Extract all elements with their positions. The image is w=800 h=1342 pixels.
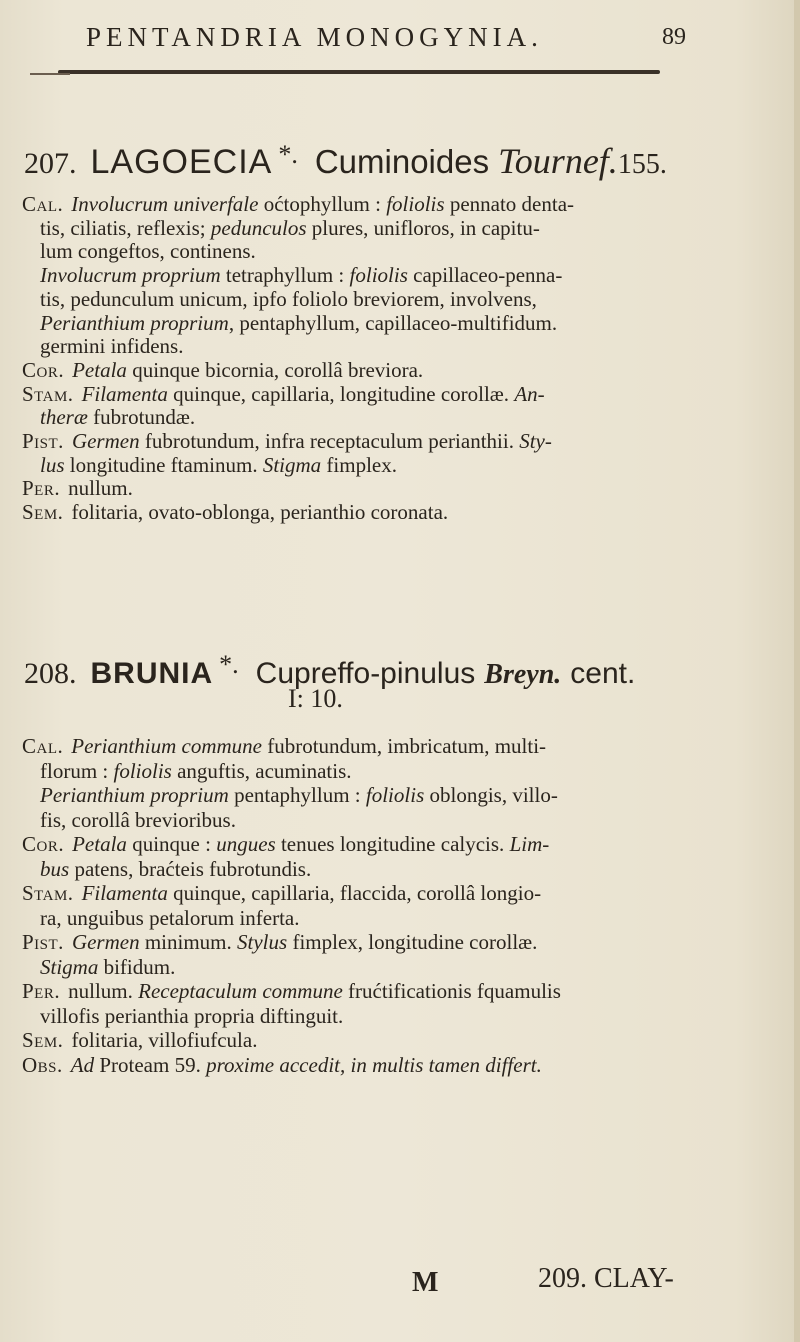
section-label: Per. — [22, 476, 61, 501]
italic-term: bus — [40, 856, 70, 881]
text-line — [40, 759, 352, 783]
italic-term: Filamenta — [81, 881, 168, 905]
text-run: folitaria, villofiufcula. — [71, 1028, 258, 1052]
text-run: patens, braćteis fubrotundis. — [69, 856, 312, 881]
text-run: oblongis, villo- — [424, 783, 558, 807]
text-run: anguftis, acuminatis. — [171, 758, 352, 783]
section-label: Pist. — [22, 429, 64, 453]
text-run: quinque, capillaria, longitudine corollæ. — [167, 381, 515, 406]
text-run: ra, unguibus petalorum inferta. — [40, 905, 300, 930]
italic-term: foliolis — [349, 263, 408, 288]
italic-term: Stigma — [40, 954, 99, 979]
text-line — [40, 453, 397, 477]
entry-number: 207. — [24, 147, 77, 180]
italic-term: Involucrum proprium — [40, 263, 221, 288]
section-label: Sem. — [22, 500, 64, 525]
text-run: fimplex, longitudine corollæ. — [287, 930, 538, 954]
text-run: pennato denta- — [444, 192, 575, 216]
text-line — [22, 930, 537, 954]
species-name: Cuminoides — [314, 143, 490, 180]
text-run: fis, corollâ brevioribus. — [40, 807, 236, 832]
text-run: tetraphyllum : — [220, 263, 350, 288]
section-label: Cor. — [22, 832, 65, 856]
text-line — [22, 192, 574, 216]
text-run: germini infidens. — [40, 334, 184, 359]
italic-term: Perianthium proprium — [40, 783, 229, 807]
text-run: tis, ciliatis, reflexis; — [40, 215, 211, 240]
italic-term: An- — [514, 381, 545, 406]
text-run: bifidum. — [98, 954, 176, 979]
text-run: minimum. — [139, 930, 238, 954]
signature-mark: M — [412, 1267, 439, 1298]
italic-term: Ad — [70, 1052, 95, 1077]
text-line — [22, 358, 423, 382]
italic-term: Stigma — [262, 452, 322, 477]
section-label: Per. — [22, 979, 61, 1003]
text-run: tenues longitudine calycis. — [275, 832, 510, 856]
text-line — [22, 1053, 542, 1077]
text-run: fubrotundum, infra receptaculum perianthii. — [139, 429, 520, 453]
text-line — [40, 857, 311, 881]
text-line — [40, 783, 558, 807]
text-run: nullum. — [68, 476, 133, 501]
text-run: nullum. — [68, 979, 139, 1003]
italic-term: Involucrum univerfale — [71, 192, 259, 216]
text-line — [40, 906, 300, 930]
genus-name: BRUNIA — [90, 657, 214, 690]
text-line — [40, 311, 557, 335]
italic-term: Petala — [72, 832, 127, 856]
author: Tournef. — [498, 141, 618, 181]
italic-term: Stylus — [237, 930, 288, 954]
italic-term: proxime accedit, in multis tamen differt. — [206, 1052, 542, 1077]
text-line — [40, 287, 537, 311]
text-line — [22, 476, 133, 500]
text-run: plures, unifloros, in capitu- — [306, 215, 540, 240]
text-line — [22, 881, 541, 905]
text-run: fubrotundæ. — [87, 405, 196, 430]
text-line — [40, 1004, 343, 1028]
text-line — [40, 216, 540, 240]
text-line — [22, 979, 561, 1003]
text-line — [40, 405, 195, 429]
italic-term: Sty- — [519, 429, 552, 453]
text-run: folitaria, ovato-oblonga, perianthio coronata. — [71, 500, 449, 525]
section-label: Cor. — [22, 357, 65, 382]
species-name: Cupreffo-pinulus — [255, 657, 476, 690]
text-run: quinque : — [126, 832, 217, 856]
italic-term: foliolis — [386, 192, 445, 216]
text-run: frućtificationis fquamulis — [342, 979, 561, 1003]
text-run: quinque bicornia, corollâ breviora. — [126, 357, 424, 382]
citation: cent. — [570, 657, 636, 690]
text-run: lum congeftos, continens. — [40, 239, 256, 264]
entry-208-subcitation: I: 10. — [288, 684, 343, 713]
text-run: longitudine ftaminum. — [64, 452, 263, 477]
section-label: Cal. — [22, 192, 64, 216]
star-mark: *. — [219, 650, 239, 679]
italic-term: pedunculos — [210, 215, 307, 240]
star-mark: *. — [278, 140, 298, 169]
italic-term: foliolis — [113, 758, 172, 783]
page-edge — [794, 0, 800, 1342]
text-line — [40, 334, 183, 358]
italic-term: Perianthium commune — [71, 734, 262, 758]
text-run: florum : — [40, 758, 114, 783]
italic-term: Filamenta — [81, 381, 168, 406]
text-run: , pentaphyllum, capillaceo-multifidum. — [228, 310, 558, 335]
text-line — [22, 734, 546, 758]
text-run: capillaceo-penna- — [407, 263, 563, 288]
catchword: 209. CLAY- — [538, 1263, 674, 1294]
text-line — [40, 239, 256, 263]
text-line — [22, 500, 448, 524]
header-rule — [58, 70, 660, 74]
text-run: villofis perianthia propria diftinguit. — [40, 1003, 344, 1028]
page-number: 89 — [662, 24, 686, 50]
text-line — [40, 955, 175, 979]
author: Breyn. — [484, 659, 562, 690]
text-run: fubrotundum, imbricatum, multi- — [261, 734, 547, 758]
text-line — [22, 429, 552, 453]
text-line — [22, 832, 549, 856]
italic-term: lus — [40, 452, 65, 477]
section-label: Sem. — [22, 1028, 64, 1052]
section-label: Pist. — [22, 930, 64, 954]
text-line — [40, 808, 236, 832]
italic-term: Germen — [71, 429, 140, 453]
text-run: oćtophyllum : — [258, 192, 387, 216]
italic-term: Lim- — [509, 832, 550, 856]
section-label: Cal. — [22, 734, 64, 758]
text-run: pentaphyllum : — [228, 783, 366, 807]
italic-term: theræ — [40, 405, 88, 430]
genus-name: LAGOECIA — [90, 143, 273, 181]
italic-term: Perianthium proprium — [40, 310, 229, 335]
running-head-title: PENTANDRIA MONOGYNIA. — [86, 22, 543, 52]
running-head — [86, 22, 686, 56]
text-run: quinque, capillaria, flaccida, corollâ longio- — [167, 881, 542, 905]
italic-term: foliolis — [365, 783, 425, 807]
header-rule-left — [30, 73, 70, 75]
entry-207-heading — [24, 140, 667, 182]
italic-term: Petala — [72, 357, 127, 382]
text-line — [22, 382, 545, 406]
italic-term: Receptaculum commune — [138, 979, 343, 1003]
text-run: tis, pedunculum unicum, ipfo foliolo breviorem, involvens, — [40, 286, 537, 311]
italic-term: Germen — [71, 930, 140, 954]
text-line — [22, 1028, 257, 1052]
entry-number: 208. — [24, 657, 77, 690]
section-label: Obs. — [22, 1052, 63, 1077]
italic-term: ungues — [216, 832, 276, 856]
section-label: Stam. — [22, 881, 74, 905]
text-run: fimplex. — [321, 452, 397, 477]
text-run: Proteam 59. — [94, 1052, 207, 1077]
section-label: Stam. — [22, 381, 74, 406]
text-line — [40, 263, 562, 287]
citation: 155. — [617, 149, 667, 180]
